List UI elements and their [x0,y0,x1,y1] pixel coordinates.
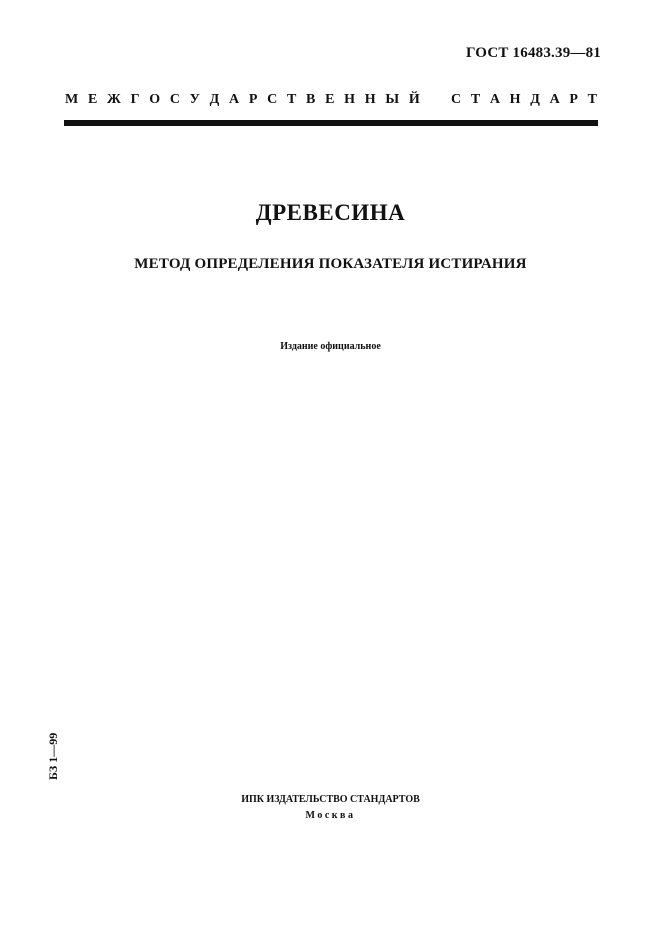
heading-letter: Т [286,92,297,107]
heading-letter: М [65,92,79,107]
heading-letter: А [229,92,240,107]
side-mark: БЗ 1—99 [46,732,60,780]
heading-letter: Ж [107,92,121,107]
document-number: ГОСТ 16483.39—81 [465,45,601,61]
heading-letter: Н [509,92,521,107]
heading-letter: Г [130,92,140,107]
heading-letter: С [169,92,180,107]
interstate-word [65,92,420,108]
heading-letter: В [306,92,316,107]
heading-letter: Ы [385,92,400,107]
heading-letter: Й [408,92,420,107]
heading-letter: С [451,92,462,107]
heading-letter: А [549,92,560,107]
subtitle: МЕТОД ОПРЕДЕЛЕНИЯ ПОКАЗАТЕЛЯ ИСТИРАНИЯ [134,256,527,272]
heading-letter: Р [248,92,258,107]
header-rule [64,120,598,126]
heading-letter: О [149,92,161,107]
edition-note: Издание официальное [280,341,381,352]
main-title: ДРЕВЕСИНА [255,200,406,225]
interstate-standard-heading [65,92,597,108]
heading-letter: У [189,92,200,107]
heading-letter: Д [209,92,220,107]
heading-letter: Н [344,92,356,107]
heading-letter: Р [569,92,578,107]
heading-letter: Т [470,92,481,107]
heading-letter: Н [364,92,376,107]
publisher: ИПК ИЗДАТЕЛЬСТВО СТАНДАРТОВ [241,794,420,805]
heading-letter: Е [87,92,98,107]
heading-letter: А [489,92,500,107]
standard-word [451,92,597,108]
publication-city: Москва [305,810,356,821]
heading-letter: Т [587,92,597,107]
heading-letter: Д [530,92,540,107]
heading-letter: Е [325,92,335,107]
heading-letter: С [267,92,278,107]
